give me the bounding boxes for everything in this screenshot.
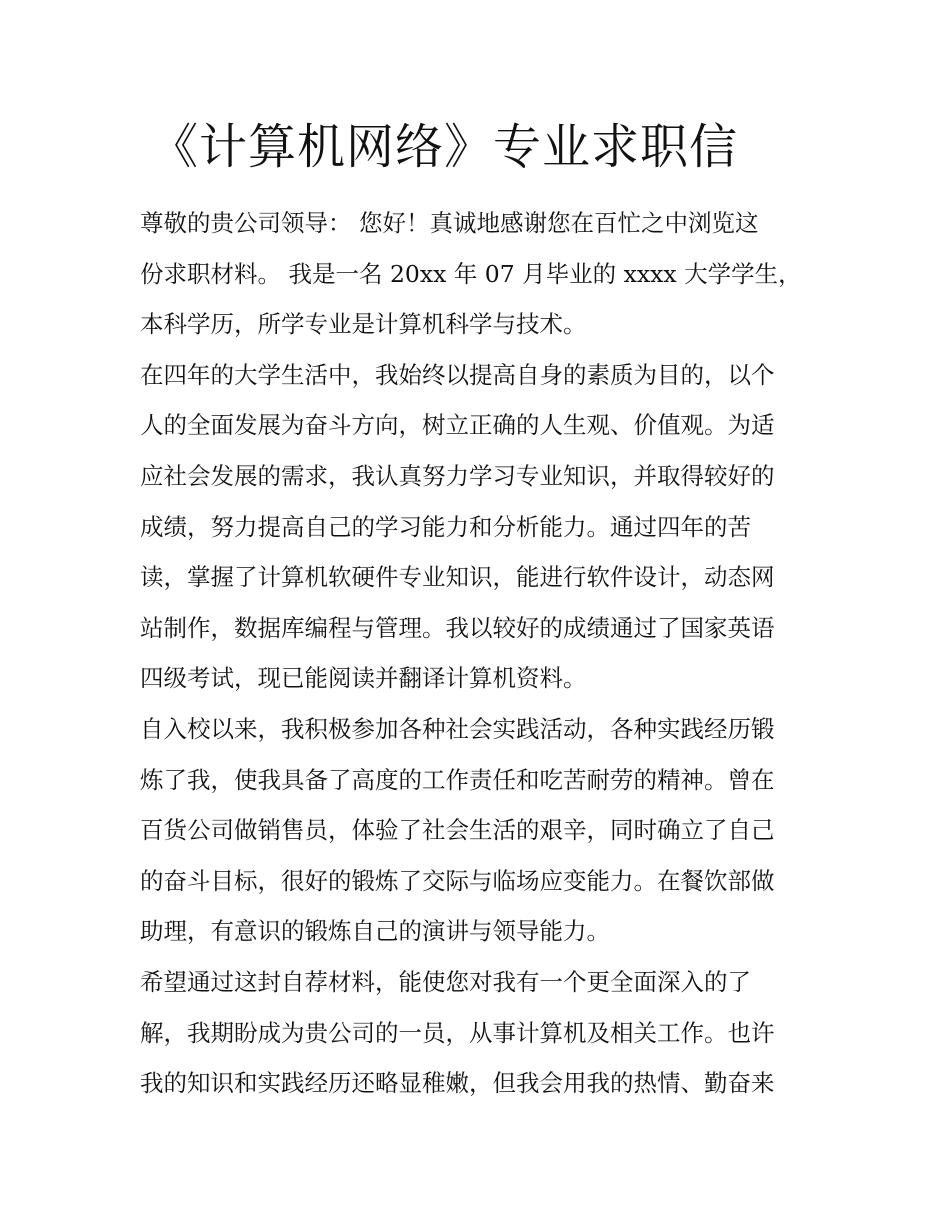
text-line: 人的全面发展为奋斗方向，树立正确的人生观、价值观。为适	[140, 411, 775, 440]
text-line: 四级考试，现已能阅读并翻译计算机资料。	[140, 664, 587, 693]
text-line: 希望通过这封自荐材料，能使您对我有一个更全面深入的了	[140, 967, 751, 996]
text-line: 应社会发展的需求，我认真努力学习专业知识，并取得较好的	[140, 461, 775, 490]
text-line: 本科学历，所学专业是计算机科学与技术。	[140, 310, 587, 339]
text-line: 的奋斗目标，很好的锻炼了交际与临场应变能力。在餐饮部做	[140, 866, 775, 895]
text-line: 站制作，数据库编程与管理。我以较好的成绩通过了国家英语	[140, 613, 775, 642]
text-line: 炼了我，使我具备了高度的工作责任和吃苦耐劳的精神。曾在	[140, 765, 775, 794]
text-line: 百货公司做销售员，体验了社会生活的艰辛，同时确立了自己	[140, 816, 775, 845]
text-line: 在四年的大学生活中，我始终以提高自身的素质为目的，以个	[140, 360, 775, 389]
text-line: 助理，有意识的锻炼自己的演讲与领导能力。	[140, 917, 610, 946]
text-line: 份求职材料。 我是一名 20xx 年 07 月毕业的 xxxx 大学学生，	[140, 259, 802, 288]
text-line: 自入校以来，我积极参加各种社会实践活动，各种实践经历锻	[140, 714, 775, 743]
text-line: 我的知识和实践经历还略显稚嫩，但我会用我的热情、勤奋来	[140, 1069, 775, 1098]
page-title: 《计算机网络》专业求职信	[150, 119, 739, 175]
letter-body	[140, 198, 820, 1109]
text-line: 成绩，努力提高自己的学习能力和分析能力。通过四年的苦	[140, 512, 751, 541]
text-line: 解，我期盼成为贵公司的一员，从事计算机及相关工作。也许	[140, 1018, 775, 1047]
text-line: 读，掌握了计算机软硬件专业知识，能进行软件设计，动态网	[140, 563, 775, 592]
text-line: 尊敬的贵公司领导： 您好！真诚地感谢您在百忙之中浏览这	[140, 209, 759, 237]
